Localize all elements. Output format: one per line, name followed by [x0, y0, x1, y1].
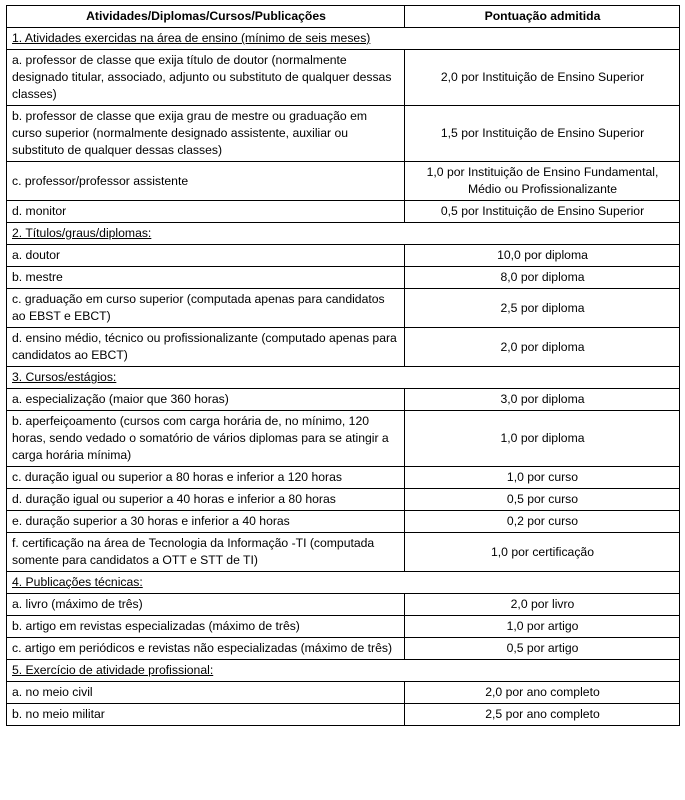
- item-cell: c. duração igual ou superior a 80 horas e inferior a 120 horas: [7, 467, 405, 489]
- item-cell: a. livro (máximo de três): [7, 594, 405, 616]
- item-cell: d. ensino médio, técnico ou profissionalizante (computado apenas para candidatos ao EBCT): [7, 328, 405, 367]
- points-cell: 1,0 por diploma: [405, 411, 680, 467]
- table-row: [7, 489, 680, 511]
- item-cell: c. graduação em curso superior (computada apenas para candidatos ao EBST e EBCT): [7, 289, 405, 328]
- points-cell: 2,5 por ano completo: [405, 704, 680, 726]
- table-row: [7, 50, 680, 106]
- points-cell: 0,5 por Instituição de Ensino Superior: [405, 201, 680, 223]
- table-row: [7, 162, 680, 201]
- points-cell: 1,0 por curso: [405, 467, 680, 489]
- table-row: [7, 682, 680, 704]
- points-cell: 10,0 por diploma: [405, 245, 680, 267]
- table-row: [7, 201, 680, 223]
- table-row: [7, 533, 680, 572]
- section-row: [7, 572, 680, 594]
- points-cell: 1,0 por Instituição de Ensino Fundamental, Médio ou Profissionalizante: [405, 162, 680, 201]
- item-cell: a. no meio civil: [7, 682, 405, 704]
- points-cell: 1,0 por artigo: [405, 616, 680, 638]
- table-row: [7, 389, 680, 411]
- points-cell: 2,5 por diploma: [405, 289, 680, 328]
- section-row: [7, 223, 680, 245]
- section-title: 3. Cursos/estágios:: [7, 367, 680, 389]
- points-cell: 1,0 por certificação: [405, 533, 680, 572]
- table-row: [7, 704, 680, 726]
- section-title: 4. Publicações técnicas:: [7, 572, 680, 594]
- item-cell: b. no meio militar: [7, 704, 405, 726]
- table-row: [7, 616, 680, 638]
- section-row: [7, 28, 680, 50]
- item-cell: a. doutor: [7, 245, 405, 267]
- table-row: [7, 245, 680, 267]
- table-header-row: [7, 6, 680, 28]
- table-row: [7, 511, 680, 533]
- item-cell: b. artigo em revistas especializadas (máximo de três): [7, 616, 405, 638]
- item-cell: f. certificação na área de Tecnologia da Informação -TI (computada somente para candidatos a OTT e STT de TI): [7, 533, 405, 572]
- header-activities: Atividades/Diplomas/Cursos/Publicações: [7, 6, 405, 28]
- table-body: [7, 28, 680, 726]
- item-cell: c. professor/professor assistente: [7, 162, 405, 201]
- table-row: [7, 411, 680, 467]
- table-row: [7, 467, 680, 489]
- points-cell: 8,0 por diploma: [405, 267, 680, 289]
- item-cell: b. mestre: [7, 267, 405, 289]
- table-row: [7, 594, 680, 616]
- points-cell: 2,0 por ano completo: [405, 682, 680, 704]
- table-row: [7, 289, 680, 328]
- points-cell: 0,5 por curso: [405, 489, 680, 511]
- item-cell: a. especialização (maior que 360 horas): [7, 389, 405, 411]
- table-row: [7, 267, 680, 289]
- section-row: [7, 367, 680, 389]
- table-row: [7, 106, 680, 162]
- points-cell: 0,2 por curso: [405, 511, 680, 533]
- points-cell: 2,0 por Instituição de Ensino Superior: [405, 50, 680, 106]
- item-cell: b. professor de classe que exija grau de mestre ou graduação em curso superior (normalmente designado assistente, auxiliar ou substituto de qualquer dessas classes): [7, 106, 405, 162]
- item-cell: b. aperfeiçoamento (cursos com carga horária de, no mínimo, 120 horas, sendo vedado o somatório de vários diplomas para se atingir a carga horária mínima): [7, 411, 405, 467]
- scoring-table: [6, 5, 680, 726]
- header-points: Pontuação admitida: [405, 6, 680, 28]
- points-cell: 0,5 por artigo: [405, 638, 680, 660]
- item-cell: a. professor de classe que exija título de doutor (normalmente designado titular, associado, adjunto ou substituto de qualquer dessas classes): [7, 50, 405, 106]
- points-cell: 2,0 por diploma: [405, 328, 680, 367]
- table-row: [7, 638, 680, 660]
- section-row: [7, 660, 680, 682]
- points-cell: 2,0 por livro: [405, 594, 680, 616]
- section-title: 2. Títulos/graus/diplomas:: [7, 223, 680, 245]
- points-cell: 1,5 por Instituição de Ensino Superior: [405, 106, 680, 162]
- item-cell: d. duração igual ou superior a 40 horas e inferior a 80 horas: [7, 489, 405, 511]
- item-cell: c. artigo em periódicos e revistas não especializadas (máximo de três): [7, 638, 405, 660]
- points-cell: 3,0 por diploma: [405, 389, 680, 411]
- table-row: [7, 328, 680, 367]
- section-title: 1. Atividades exercidas na área de ensino (mínimo de seis meses): [7, 28, 680, 50]
- item-cell: d. monitor: [7, 201, 405, 223]
- item-cell: e. duração superior a 30 horas e inferior a 40 horas: [7, 511, 405, 533]
- section-title: 5. Exercício de atividade profissional:: [7, 660, 680, 682]
